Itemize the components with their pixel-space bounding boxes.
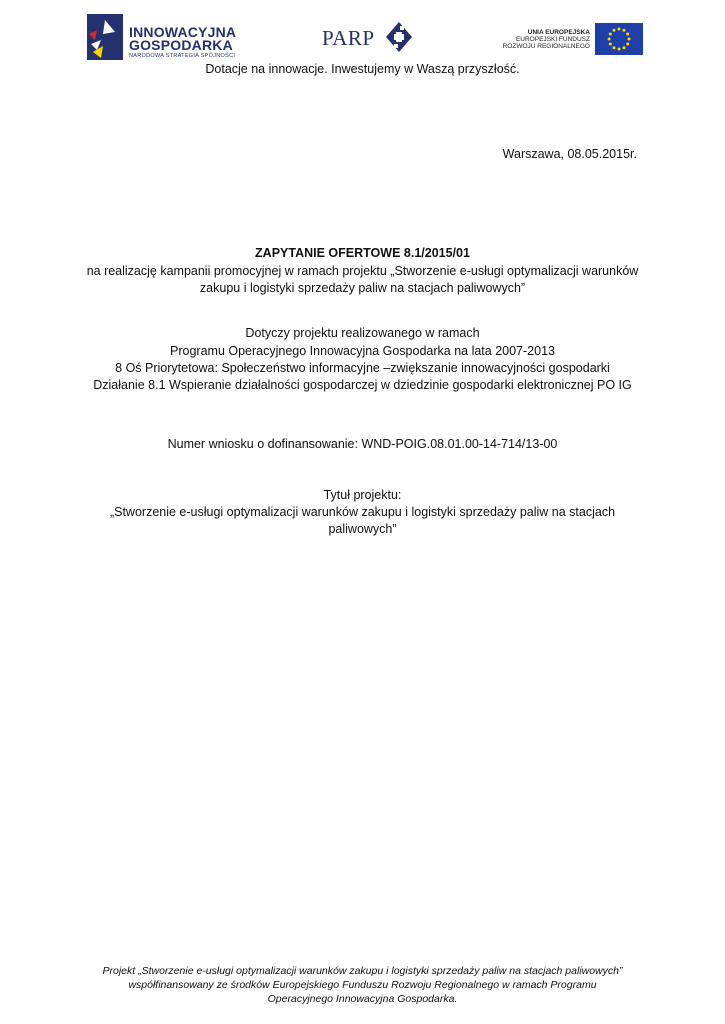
footer-line3: Operacyjnego Innowacyjna Gospodarka. (267, 993, 458, 1005)
inquiry-line1: na realizację kampanii promocyjnej w ramach projektu „Stworzenie e-usługi optymalizacji warunków (86, 264, 639, 278)
project-info-line2: Programu Operacyjnego Innowacyjna Gospodarka na lata 2007-2013 (170, 344, 555, 358)
eu-logo-line1: UNIA EUROPEJSKA (527, 29, 590, 36)
parp-logo (322, 22, 414, 54)
footer-line2: współfinansowany ze środków Europejskiego Funduszu Rozwoju Regionalnego w ramach Programu (128, 979, 597, 991)
inquiry-line2: zakupu i logistyki sprzedaży paliw na stacjach paliwowych” (199, 281, 526, 295)
eu-logo-line3: ROZWOJU REGIONALNEGO (502, 43, 590, 50)
inquiry-title: ZAPYTANIE OFERTOWE 8.1/2015/01 (255, 246, 470, 260)
header-tagline: Dotacje na innowacje. Inwestujemy w Waszą przyszłość. (205, 62, 520, 76)
project-title-line2: paliwowych” (328, 522, 397, 536)
project-title-line1: „Stworzenie e-usługi optymalizacji warunków zakupu i logistyki sprzedaży paliw na stacjach (109, 505, 616, 519)
eu-flag-icon (595, 23, 643, 55)
eu-logo (503, 23, 643, 55)
ig-logo-line1: INNOWACYJNA (129, 24, 237, 40)
application-number: Numer wniosku o dofinansowanie: WND-POIG.08.01.00-14-714/13-00 (167, 437, 558, 451)
parp-logo-text: PARP (322, 26, 375, 50)
parp-diamond-icon (386, 22, 412, 52)
ig-flag-icon (87, 14, 125, 60)
innowacyjna-gospodarka-logo (87, 14, 247, 62)
project-info-line3: 8 Oś Priorytetowa: Społeczeństwo informacyjne –zwiększanie innowacyjności gospodarki (115, 361, 610, 375)
project-title-label: Tytuł projektu: (323, 488, 402, 502)
ig-logo-line3: NARODOWA STRATEGIA SPÓJNOŚCI (129, 53, 236, 59)
eu-logo-line2: EUROPEJSKI FUNDUSZ (515, 36, 590, 43)
ig-logo-line2: GOSPODARKA (129, 37, 233, 53)
project-info-line4: Działanie 8.1 Wspieranie działalności gospodarczej w dziedzinie gospodarki elektronicznej PO IG (93, 378, 632, 392)
footer-line1: Projekt „Stworzenie e-usługi optymalizacji warunków zakupu i logistyki sprzedaży paliw na stacjach paliwowych” (102, 965, 623, 977)
project-info-line1: Dotyczy projektu realizowanego w ramach (245, 326, 480, 340)
date-line: Warszawa, 08.05.2015r. (502, 147, 637, 161)
